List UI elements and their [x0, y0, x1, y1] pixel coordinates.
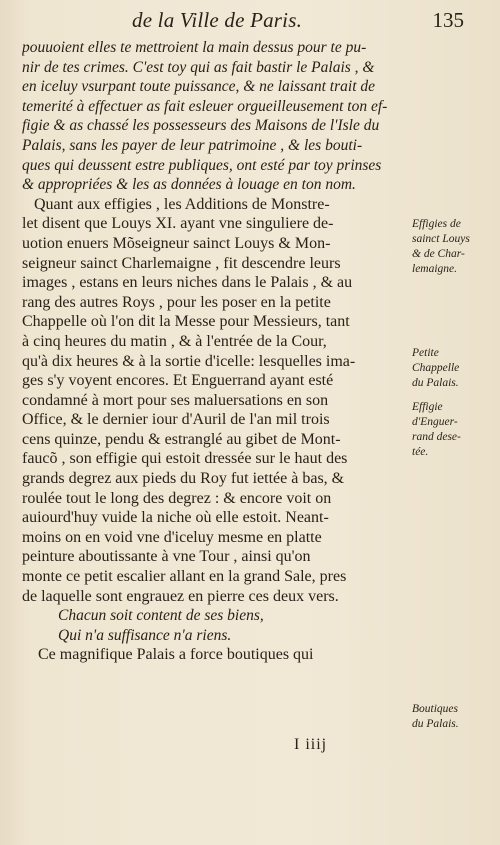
text-line: de laquelle sont engrauez en pierre ces deux vers. [22, 587, 339, 605]
margin-note-line: & de Char- [412, 248, 465, 260]
text-line: condamné à mort pour ses maluersations en son [22, 391, 329, 409]
text-line: figie & as chassé les possesseurs des Maisons de l'Isle du [22, 117, 380, 135]
text-line: qu'à dix heures & à la sortie d'icelle: lesquelles ima- [22, 352, 356, 370]
margin-note-line: Effigies de [412, 218, 461, 230]
margin-note-line: rand dese- [412, 431, 461, 443]
text-line: pouuoient elles te mettroient la main dessus pour te pu- [22, 39, 367, 56]
page-header [18, 6, 478, 36]
text-line: Office, & le dernier iour d'Auril de l'an mil trois [22, 411, 330, 429]
running-title: de la Ville de Paris. [132, 8, 303, 32]
text-line: Chacun soit content de ses biens, [58, 607, 264, 625]
margin-note-boutiques [412, 702, 496, 732]
text-line: roulée tout le long des degrez : & encore voit on [22, 489, 332, 507]
margin-note-line: Effigie [412, 401, 443, 413]
margin-note-line: Boutiques [412, 703, 458, 715]
text-line: Palais, sans les payer de leur patrimoine , & les bouti- [22, 136, 363, 154]
margin-note-line: Chappelle [412, 362, 460, 374]
text-line: let disent que Louys XI. ayant vne singuliere de- [22, 215, 334, 233]
margin-note-petite-chappelle [412, 346, 496, 391]
text-line: Quant aux effigies , les Additions de Monstre- [34, 195, 330, 213]
text-line: temerité à effectuer as fait esleuer orgueilleusement ton ef- [22, 97, 388, 115]
text-line: faucõ , son effigie qui estoit dressée sur le haut des [22, 450, 348, 468]
text-line: uotion enuers Mõseigneur sainct Louys & Mon- [22, 234, 331, 252]
text-line: & appropriées & les as données à louage en ton nom. [22, 176, 356, 194]
text-line: seigneur sainct Charlemaigne , fit descendre leurs [22, 254, 341, 272]
margin-note-line: du Palais. [412, 718, 459, 730]
text-line: ges s'y voyent encores. Et Enguerrand ayant esté [22, 372, 334, 390]
page-number: 135 [432, 8, 464, 32]
signature-mark: I iiij [294, 736, 328, 753]
text-line: monte ce petit escalier allant en la grand Sale, pres [22, 568, 347, 586]
text-line: en iceluy vsurpant toute puissance, & ne laissant trait de [22, 78, 376, 96]
text-line: à cinq heures du matin , & à l'entrée de la Cour, [22, 332, 327, 350]
text-line: cens quinze, pendu & estranglé au gibet de Mont- [22, 430, 341, 448]
text-line: nir de tes crimes. C'est toy qui as fait bastir le Palais , & [22, 58, 375, 76]
text-line: peinture aboutissante à vne Tour , ainsi qu'on [22, 548, 311, 566]
text-line: Ce magnifique Palais a force boutiques qui [38, 646, 314, 664]
text-line: rang des autres Roys , pour les poser en la petite [22, 293, 331, 311]
margin-note-line: sainct Louys [412, 233, 470, 245]
text-line: moins on en void vne d'iceluy mesme en platte [22, 528, 322, 546]
text-line: images , estans en leurs niches dans le Palais , & au [22, 274, 353, 292]
text-line: ques qui deussent estre publiques, ont esté par toy prinses [22, 156, 382, 174]
text-line: grands degrez aux pieds du Roy fut iettée à bas, & [22, 470, 345, 488]
margin-note-effigies [412, 217, 496, 277]
margin-note-line: d'Enguer- [412, 416, 458, 428]
margin-note-line: tée. [412, 446, 429, 458]
text-line: Qui n'a suffisance n'a riens. [58, 626, 232, 644]
margin-note-line: lemaigne. [412, 263, 458, 275]
text-line: Chappelle où l'on dit la Messe pour Messieurs, tant [22, 313, 350, 331]
margin-note-effigie-enguerrand [412, 400, 496, 460]
margin-note-line: du Palais. [412, 377, 459, 389]
page-body-text [22, 38, 414, 665]
text-line: auiourd'huy vuide la niche où elle estoit. Neant- [22, 509, 329, 527]
margin-note-line: Petite [412, 347, 439, 359]
